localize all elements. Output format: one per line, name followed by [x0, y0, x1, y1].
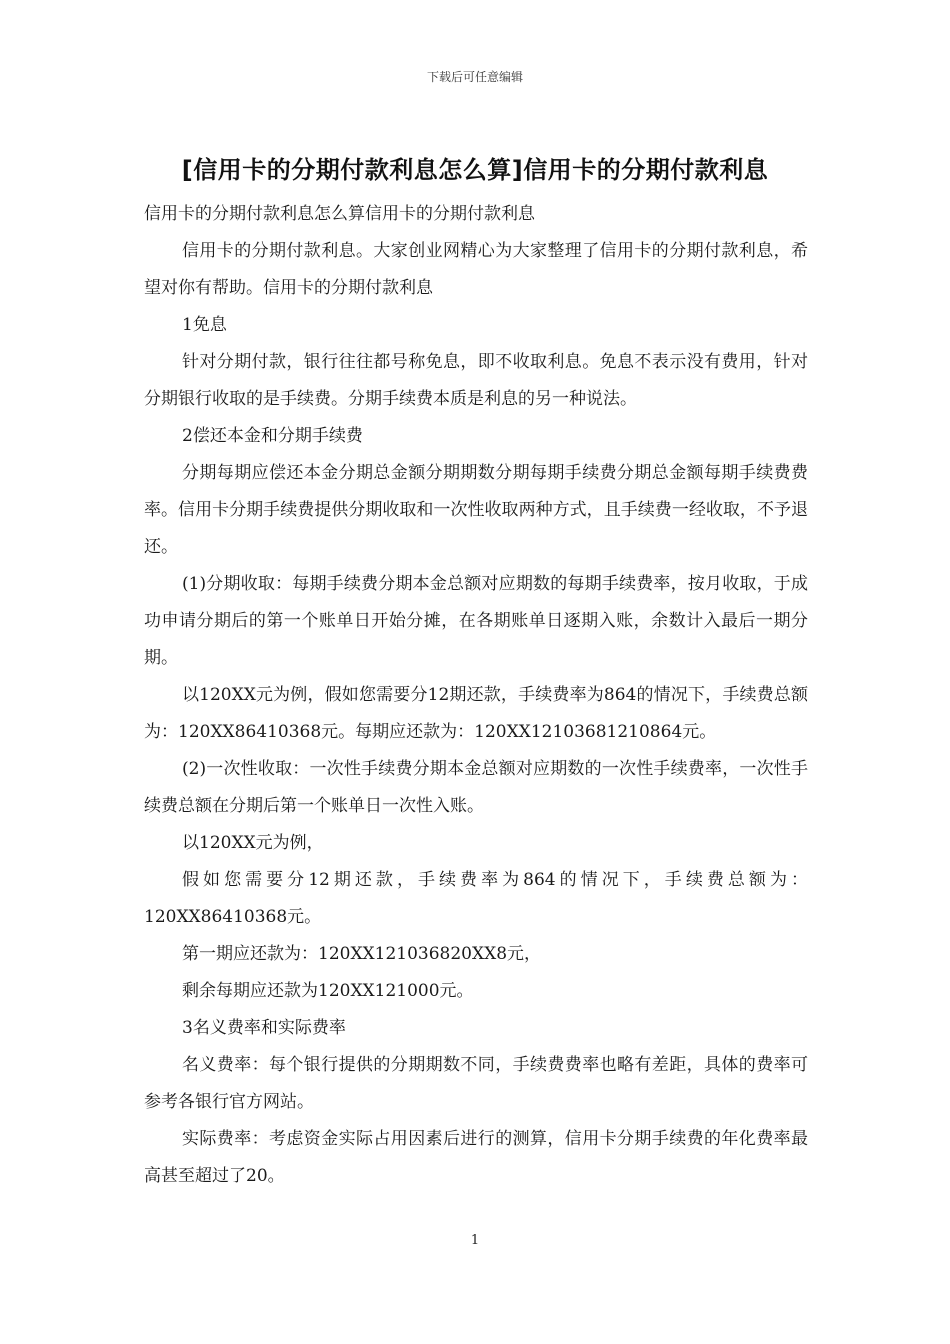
body-paragraph: 信用卡的分期付款利息。大家创业网精心为大家整理了信用卡的分期付款利息，希望对你有帮助。信用卡的分期付款利息 — [144, 241, 808, 298]
body-paragraph: 实际费率：考虑资金实际占用因素后进行的测算，信用卡分期手续费的年化费率最高甚至超过了20。 — [144, 1129, 808, 1186]
body-paragraph: 第一期应还款为：120XX121036820XX8元， — [182, 944, 542, 964]
page-number: 1 — [470, 1233, 480, 1248]
document-body — [144, 196, 808, 1195]
body-paragraph: (1)分期收取：每期手续费分期本金总额对应期数的每期手续费率，按月收取，于成功申请分期后的第一个账单日开始分摊，在各期账单日逐期入账，余数计入最后一期分期。 — [144, 574, 808, 668]
body-paragraph: 假如您需要分12期还款，手续费率为864的情况下，手续费总额为：120XX86410368元。 — [144, 870, 808, 927]
body-paragraph: 剩余每期应还款为120XX121000元。 — [182, 981, 474, 1001]
section-heading: 2偿还本金和分期手续费 — [182, 426, 363, 446]
section-heading: 1免息 — [182, 315, 227, 335]
body-paragraph: (2)一次性收取：一次性手续费分期本金总额对应期数的一次性手续费率，一次性手续费总额在分期后第一个账单日一次性入账。 — [144, 759, 808, 816]
section-heading: 3名义费率和实际费率 — [182, 1018, 346, 1038]
header-note: 下载后可任意编辑 — [426, 70, 523, 84]
body-paragraph: 名义费率：每个银行提供的分期期数不同，手续费费率也略有差距，具体的费率可参考各银行官方网站。 — [144, 1055, 808, 1112]
body-paragraph: 分期每期应偿还本金分期总金额分期期数分期每期手续费分期总金额每期手续费费率。信用卡分期手续费提供分期收取和一次性收取两种方式，且手续费一经收取，不予退还。 — [144, 463, 808, 557]
body-paragraph: 信用卡的分期付款利息怎么算信用卡的分期付款利息 — [144, 204, 535, 224]
body-paragraph: 针对分期付款，银行往往都号称免息，即不收取利息。免息不表示没有费用，针对分期银行收取的是手续费。分期手续费本质是利息的另一种说法。 — [144, 352, 808, 409]
document-title: [信用卡的分期付款利息怎么算]信用卡的分期付款利息 — [181, 156, 769, 184]
body-paragraph: 以120XX元为例，假如您需要分12期还款，手续费率为864的情况下，手续费总额为：120XX86410368元。每期应还款为：120XX12103681210864元。 — [144, 685, 808, 742]
body-paragraph: 以120XX元为例， — [182, 833, 324, 853]
